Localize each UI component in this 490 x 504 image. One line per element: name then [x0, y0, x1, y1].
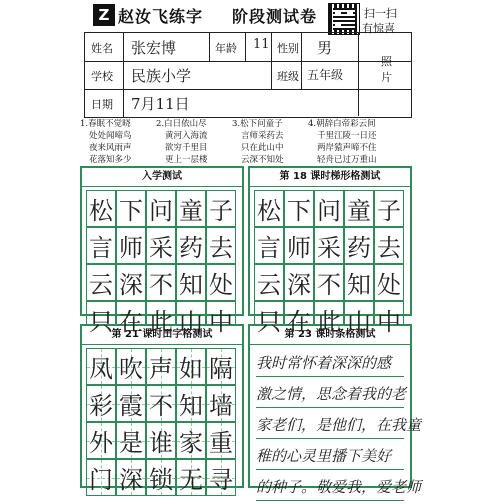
grid-cell [86, 190, 116, 227]
poem-4 [308, 118, 377, 166]
poem-line: 千里江陵一日还 [317, 131, 377, 141]
grid-cell [146, 459, 176, 496]
divider [245, 33, 246, 61]
handwritten-character: 彩 [89, 392, 113, 420]
handwritten-character: 声 [149, 355, 173, 383]
handwritten-character: 药 [179, 234, 203, 262]
grid-cell [176, 459, 206, 496]
poem-line: 夜来风雨声 [89, 143, 132, 153]
handwritten-character: 山 [179, 308, 203, 336]
handwritten-character: 子 [209, 197, 233, 225]
divider [209, 33, 210, 61]
grid-cell [146, 227, 176, 264]
handwritten-character: 深 [119, 466, 143, 494]
poem-line: 4.朝辞白帝彩云间 [308, 119, 376, 129]
grid-cell [344, 264, 374, 301]
handwritten-character: 去 [209, 234, 233, 262]
grid-cell [146, 348, 176, 385]
date-label: 日期 [91, 98, 113, 111]
section-title: 第 23 课时条格测试 [250, 326, 410, 345]
grid-cell [146, 385, 176, 422]
grid-cell [86, 227, 116, 264]
grid-cell [116, 385, 146, 422]
handwritten-character: 无 [179, 466, 203, 494]
grid-cell [176, 301, 206, 338]
grid-cell [344, 190, 374, 227]
handwritten-character: 下 [287, 197, 311, 225]
section-title: 第 18 课时梯形格测试 [250, 168, 410, 187]
poem-line: 轻舟已过万重山 [317, 155, 377, 165]
handwritten-character: 松 [257, 197, 281, 225]
handwritten-character: 吹 [119, 355, 143, 383]
grid-cell [176, 190, 206, 227]
poem-line: 花落知多少 [89, 155, 132, 165]
grid-cell [206, 348, 236, 385]
grid-cell [176, 227, 206, 264]
poem-line: 更上一层楼 [165, 155, 208, 165]
grid-cell [86, 459, 116, 496]
handwritten-character: 童 [179, 197, 203, 225]
grid-cell [116, 422, 146, 459]
divider [271, 33, 272, 89]
handwritten-character: 处 [377, 271, 401, 299]
grid-cell [176, 264, 206, 301]
section-title: 第 21 课时田字格测试 [82, 326, 242, 345]
poem-line: 言师采药去 [241, 131, 284, 141]
paper-title: 阶段测试卷 [232, 7, 318, 26]
name-label: 姓名 [91, 42, 113, 55]
grid-cell [116, 301, 146, 338]
handwritten-character: 去 [377, 234, 401, 262]
photo-box [358, 32, 411, 116]
grid-cell [146, 264, 176, 301]
handwritten-character: 问 [317, 197, 341, 225]
handwritten-character: 采 [317, 234, 341, 262]
grid-cell [176, 422, 206, 459]
grid-cell [206, 301, 236, 338]
brand-name: 赵汝飞练字 [118, 7, 204, 26]
handwritten-character: 深 [119, 271, 143, 299]
poem-line: 2.白日依山尽 [156, 119, 207, 129]
handwritten-character: 采 [149, 234, 173, 262]
grid-cell [206, 385, 236, 422]
grid-cell [206, 422, 236, 459]
name-value: 张宏博 [131, 39, 177, 57]
grid-cell [314, 227, 344, 264]
photo-label: 照片 [381, 55, 392, 84]
grid-cell [146, 301, 176, 338]
grid-cell [116, 459, 146, 496]
grid-cell [86, 301, 116, 338]
grid-cell [116, 264, 146, 301]
handwritten-character: 如 [179, 355, 203, 383]
grid-cell [206, 264, 236, 301]
handwritten-character: 霞 [119, 392, 143, 420]
grid-cell [254, 301, 284, 338]
handwritten-character: 松 [89, 197, 113, 225]
lesson23-test-section [248, 324, 422, 496]
grid-cell [344, 227, 374, 264]
handwritten-character: 寻 [209, 466, 233, 494]
grid-cell [146, 422, 176, 459]
poem-line: 两岸猿声啼不住 [317, 143, 377, 153]
handwritten-character: 知 [179, 392, 203, 420]
divider [123, 33, 124, 117]
handwritten-character: 是 [119, 429, 143, 457]
handwritten-character: 此 [149, 308, 173, 336]
grid-cell [86, 385, 116, 422]
class-label: 班级 [277, 70, 299, 83]
ruled-line: 我时常怀着深深的感 [256, 346, 404, 377]
school-label: 学校 [91, 70, 113, 83]
handwritten-character: 锁 [149, 466, 173, 494]
school-value: 民族小学 [131, 67, 192, 85]
handwritten-character: 知 [179, 271, 203, 299]
date-value: 7月11日 [131, 95, 190, 113]
handwritten-character: 在 [287, 308, 311, 336]
poem-line: 只在此山中 [241, 143, 284, 153]
grid-cell [344, 301, 374, 338]
grid-cell [254, 227, 284, 264]
divider [301, 33, 302, 89]
grid-cell [254, 190, 284, 227]
ruled-line: 家老们，是他们，在我童 [256, 408, 404, 439]
handwritten-character: 不 [149, 271, 173, 299]
grid-cell [116, 227, 146, 264]
handwritten-character: 凤 [89, 355, 113, 383]
grid-cell [374, 190, 404, 227]
grid-cell [116, 348, 146, 385]
grid-cell [86, 348, 116, 385]
grid-cell [206, 190, 236, 227]
handwritten-character: 言 [89, 234, 113, 262]
handwritten-character: 中 [377, 308, 401, 336]
poem-line: 3.松下问童子 [232, 119, 283, 129]
grid-cell [254, 264, 284, 301]
poem-line: 处处闻啼鸟 [89, 131, 132, 141]
handwritten-character: 在 [119, 308, 143, 336]
ruled-lines [256, 346, 422, 501]
brand-logo [93, 4, 115, 26]
grid-cell [86, 422, 116, 459]
logo-letter: Z [98, 6, 110, 24]
handwritten-character: 只 [257, 308, 281, 336]
grid-cell [314, 264, 344, 301]
scan-text-2: 有惊喜 [362, 22, 395, 35]
poem-1 [80, 118, 132, 166]
handwritten-character: 不 [317, 271, 341, 299]
handwritten-character: 处 [209, 271, 233, 299]
handwritten-character: 外 [89, 429, 113, 457]
handwritten-character: 门 [89, 466, 113, 494]
grid-cell [374, 301, 404, 338]
grid-cell [176, 348, 206, 385]
handwritten-character: 隔 [209, 355, 233, 383]
character-grid [86, 348, 236, 494]
grid-cell [206, 227, 236, 264]
handwritten-character: 山 [347, 308, 371, 336]
grid-cell [116, 190, 146, 227]
grid-cell [374, 227, 404, 264]
handwritten-character: 深 [287, 271, 311, 299]
handwritten-character: 中 [209, 308, 233, 336]
handwritten-character: 言 [257, 234, 281, 262]
poem-line: 欲穷千里目 [165, 143, 208, 153]
handwritten-character: 师 [287, 234, 311, 262]
grid-cell [284, 190, 314, 227]
age-value: 11 [253, 37, 270, 52]
handwritten-character: 药 [347, 234, 371, 262]
ruled-line: 激之情，思念着我的老 [256, 377, 404, 408]
handwritten-character: 墙 [209, 392, 233, 420]
poem-line: 云深不知处 [241, 155, 284, 165]
ruled-line: 稚的心灵里播下美好 [256, 439, 404, 470]
lesson21-test-section [80, 324, 244, 494]
handwritten-character: 不 [149, 392, 173, 420]
grid-cell [146, 190, 176, 227]
grid-cell [176, 385, 206, 422]
poem-line: 黄河入海流 [165, 131, 208, 141]
handwritten-character: 云 [89, 271, 113, 299]
poem-line: 1.春眠不觉晓 [80, 119, 131, 129]
gender-value: 男 [317, 39, 333, 57]
grid-cell [284, 301, 314, 338]
grid-cell [284, 227, 314, 264]
section-title: 入学测试 [82, 168, 242, 187]
grid-cell [284, 264, 314, 301]
grid-cell [206, 459, 236, 496]
qr-code-icon [328, 3, 360, 35]
handwritten-character: 子 [377, 197, 401, 225]
handwritten-character: 知 [347, 271, 371, 299]
poem-3 [232, 118, 284, 166]
handwritten-character: 重 [209, 429, 233, 457]
gender-label: 性别 [277, 42, 299, 55]
grid-cell [374, 264, 404, 301]
handwritten-character: 师 [119, 234, 143, 262]
handwritten-character: 问 [149, 197, 173, 225]
handwritten-character: 云 [257, 271, 281, 299]
handwritten-character: 只 [89, 308, 113, 336]
handwritten-character: 童 [347, 197, 371, 225]
handwritten-character: 下 [119, 197, 143, 225]
handwritten-character: 谁 [149, 429, 173, 457]
ruled-line: 的种子。敬爱我，爱老师 [256, 470, 404, 501]
grid-cell [314, 190, 344, 227]
grid-cell [86, 264, 116, 301]
handwritten-character: 家 [179, 429, 203, 457]
poem-2 [156, 118, 208, 166]
grid-cell [314, 301, 344, 338]
age-label: 年龄 [215, 42, 237, 55]
handwritten-character: 此 [317, 308, 341, 336]
scan-text-1: 扫一扫 [364, 7, 397, 20]
class-value: 五年级 [307, 68, 344, 82]
